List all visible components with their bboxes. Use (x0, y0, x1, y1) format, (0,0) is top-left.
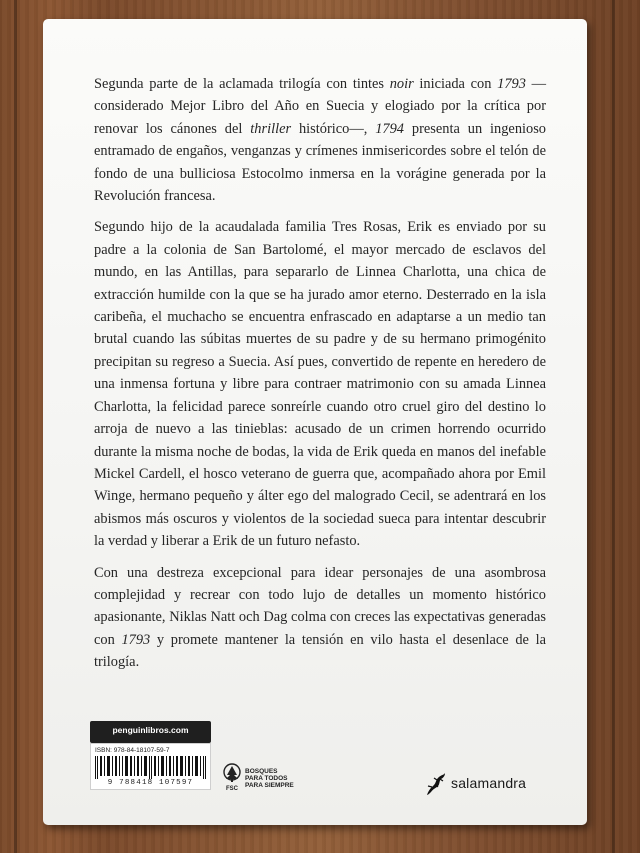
publisher-logo (423, 771, 533, 797)
publisher-name: salamandra (451, 775, 527, 791)
fsc-mark: FSC (226, 786, 238, 791)
fsc-slogan (245, 768, 294, 789)
fsc-line: PARA TODOS (245, 775, 288, 782)
salamander-icon (423, 771, 449, 797)
table-seam (612, 0, 615, 853)
fsc-line: PARA SIEMPRE (245, 782, 294, 789)
fsc-line: BOSQUES (245, 768, 278, 775)
ean-number: 9 788418 107597 (107, 779, 194, 787)
fsc-logo (221, 763, 297, 793)
isbn-text: ISBN: 978-84-18107-59-7 (95, 747, 170, 754)
website-label (90, 721, 211, 743)
barcode (90, 743, 211, 790)
synopsis-text (94, 73, 546, 683)
synopsis-paragraph-1: Segunda parte de la aclamada trilogía con tintes noir iniciada con 1793 —considerado Mejor Libro del Año en Suecia y elogiado por la crítica por renovar los cánones del thriller histórico—, 1794 presenta un ingenioso entramado de engaños, venganzas y crímenes inmisericordes sobre el telón de fondo de una bulliciosa Estocolmo inmersa en la vorágine generada por la Revolución francesa. (94, 76, 546, 205)
website-text: penguinlibros.com (112, 725, 189, 735)
table-seam (14, 0, 17, 853)
fsc-tree-icon (221, 763, 243, 791)
synopsis-paragraph-2: Segundo hijo de la acaudalada familia Tres Rosas, Erik es enviado por su padre a la colonia de San Bartolomé, el mayor mercado de esclavos del mundo, en las Antillas, para separarlo de Linnea Charlotta, una chica de extracción humilde con la que se ha jurado amor eterno. Desterrado en la isla caribeña, el muchacho se encuentra enfrascado en adaptarse a un medio tan brutal cuando las súbitas muertes de su padre y de su hermano primogénito precipitan su regreso a Suecia. Así pues, convertido de repente en heredero de una inmensa fortuna y libre para contraer matrimonio con su amada Linnea Charlotta, la felicidad parece sonreírle cuando otro cruel giro del destino lo arroja de nuevo a las tinieblas: acusado de un crimen horrendo ocurrido durante la misma noche de bodas, la vida de Erik queda en manos del inefable Mickel Cardell, el hosco veterano de guerra que, acompañado ahora por Emil Winge, hermano pequeño y álter ego del malogrado Cecil, se adentrará en los abismos más oscuros y violentos de la sociedad sueca para intentar descubrir la verdad y liberar a Erik de un futuro nefasto. (94, 219, 546, 550)
synopsis-paragraph-3: Con una destreza excepcional para idear personajes de una asombrosa complejidad y recrear con todo lujo de detalles un momento histórico apasionante, Niklas Natt och Dag colma con creces las expectativas generadas con 1793 y promete mantener la tensión en vilo hasta el desenlace de la trilogía. (94, 564, 546, 671)
book-back-cover (43, 19, 587, 825)
barcode-bars-icon (95, 756, 207, 779)
